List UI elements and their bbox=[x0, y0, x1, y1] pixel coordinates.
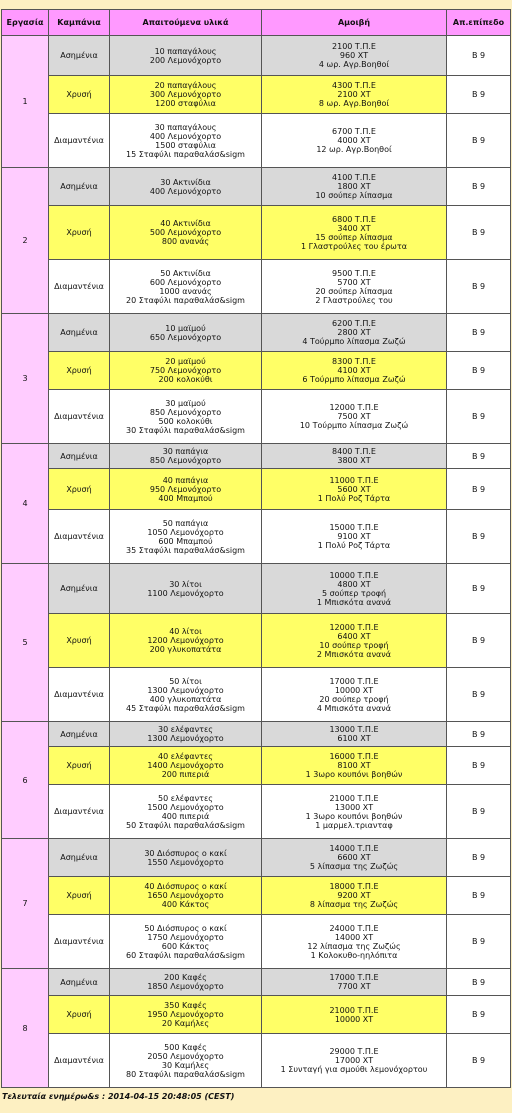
campaign-row bbox=[2, 564, 511, 614]
reward-line: 1 Γλαστρούλες του έρωτα bbox=[301, 241, 407, 251]
reward-line: 6700 Τ.Π.Ε bbox=[332, 127, 376, 136]
reward-line: 8300 Τ.Π.Ε bbox=[332, 357, 376, 366]
material-line: 50 ελέφαντες bbox=[158, 793, 213, 803]
reward-cell bbox=[262, 877, 447, 915]
campaign-row bbox=[2, 168, 511, 206]
material-line: 45 Σταφύλι παραθαλάσ&sigm bbox=[126, 703, 245, 713]
reward-line: 6600 ΧΤ bbox=[337, 853, 371, 862]
reward-cell bbox=[262, 614, 447, 668]
reward-line: 5 λίπασμα της Ζωζώς bbox=[309, 862, 399, 871]
reward-cell bbox=[262, 444, 447, 469]
reward-line: 20 σούπερ λίπασμα bbox=[315, 286, 393, 296]
level-cell: Β 9 bbox=[447, 352, 511, 390]
materials-cell bbox=[110, 444, 262, 469]
campaign-row bbox=[2, 915, 511, 969]
campaign-name: Ασημένια bbox=[49, 314, 110, 352]
material-line: 500 Λεμονόχορτο bbox=[149, 228, 222, 237]
reward-line: 24000 Τ.Π.Ε bbox=[329, 923, 379, 933]
level-cell: Β 9 bbox=[447, 510, 511, 564]
task-number: 4 bbox=[2, 444, 49, 564]
material-line: 200 Καφές bbox=[164, 973, 207, 982]
reward-line: 2 Γλαστρούλες του bbox=[315, 295, 393, 305]
material-line: 20 μαϊμού bbox=[165, 357, 206, 366]
reward-cell bbox=[262, 668, 447, 722]
reward-line: 15000 Τ.Π.Ε bbox=[329, 523, 379, 532]
material-line: 500 Καφές bbox=[164, 1042, 207, 1052]
material-line: 50 λίτοι bbox=[169, 676, 202, 686]
reward-line: 9200 ΧΤ bbox=[337, 891, 371, 900]
campaign-row bbox=[2, 877, 511, 915]
reward-line: 5600 ΧΤ bbox=[337, 484, 371, 494]
reward-cell bbox=[262, 839, 447, 877]
reward-cell bbox=[262, 564, 447, 614]
level-cell: Β 9 bbox=[447, 747, 511, 785]
material-line: 200 γλυκοπατάτα bbox=[149, 645, 222, 654]
material-line: 20 Καμήλες bbox=[161, 1019, 210, 1028]
reward-line: 2 Μπισκότα ανανά bbox=[316, 649, 392, 659]
campaign-name: Χρυσή bbox=[49, 747, 110, 785]
task-number: 1 bbox=[2, 36, 49, 168]
campaign-row bbox=[2, 722, 511, 747]
material-line: 1500 Λεμονόχορτο bbox=[147, 802, 224, 812]
material-line: 40 παπάγια bbox=[162, 475, 209, 485]
material-line: 40 Ακτινίδια bbox=[160, 219, 211, 228]
reward-line: 4100 ΧΤ bbox=[337, 366, 371, 375]
reward-line: 17000 Τ.Π.Ε bbox=[329, 973, 379, 982]
reward-line: 11000 Τ.Π.Ε bbox=[329, 475, 379, 485]
reward-line: 16000 Τ.Π.Ε bbox=[329, 752, 379, 761]
reward-line: 13000 ΧΤ bbox=[334, 802, 374, 812]
campaign-row bbox=[2, 510, 511, 564]
materials-cell bbox=[110, 114, 262, 168]
material-line: 750 Λεμονόχορτο bbox=[149, 366, 222, 375]
campaign-row bbox=[2, 314, 511, 352]
task-number: 3 bbox=[2, 314, 49, 444]
material-line: 1400 Λεμονόχορτο bbox=[147, 761, 224, 770]
materials-cell bbox=[110, 747, 262, 785]
materials-cell bbox=[110, 76, 262, 114]
material-line: 350 Καφές bbox=[164, 1001, 207, 1010]
reward-line: 1 Κολοκυθο-ηηλόπιτα bbox=[310, 950, 398, 960]
reward-cell bbox=[262, 314, 447, 352]
material-line: 30 Ακτινίδια bbox=[160, 177, 211, 187]
material-line: 30 μαϊμού bbox=[165, 398, 206, 408]
reward-cell bbox=[262, 206, 447, 260]
level-cell: Β 9 bbox=[447, 564, 511, 614]
campaign-name: Διαμαντένια bbox=[49, 114, 110, 168]
campaign-name: Διαμαντένια bbox=[49, 510, 110, 564]
reward-cell bbox=[262, 469, 447, 510]
reward-cell bbox=[262, 747, 447, 785]
reward-line: 7700 ΧΤ bbox=[337, 982, 371, 991]
material-line: 1200 Λεμονόχορτο bbox=[147, 636, 224, 645]
campaign-row bbox=[2, 1034, 511, 1088]
reward-line: 10 Τούρμπο λίπασμα Ζωζώ bbox=[299, 421, 409, 430]
campaign-name: Χρυσή bbox=[49, 352, 110, 390]
reward-line: 2100 Τ.Π.Ε bbox=[332, 42, 376, 51]
reward-line: 10 σούπερ τροφή bbox=[319, 640, 389, 650]
reward-cell bbox=[262, 1034, 447, 1088]
level-cell: Β 9 bbox=[447, 36, 511, 76]
reward-line: 5 σούπερ τροφή bbox=[321, 588, 387, 598]
reward-line: 6800 Τ.Π.Ε bbox=[332, 214, 376, 224]
reward-cell bbox=[262, 915, 447, 969]
header-materials: Απαιτούμενα υλικά bbox=[110, 10, 262, 36]
material-line: 30 παπάγια bbox=[162, 447, 209, 456]
reward-line: 1 Πολύ Ροζ Τάρτα bbox=[317, 493, 391, 503]
material-line: 50 Ακτινίδια bbox=[160, 268, 211, 278]
material-line: 15 Σταφύλι παραθαλάσ&sigm bbox=[126, 149, 245, 159]
level-cell: Β 9 bbox=[447, 722, 511, 747]
reward-line: 6400 ΧΤ bbox=[337, 631, 371, 641]
campaign-row bbox=[2, 668, 511, 722]
task-number: 5 bbox=[2, 564, 49, 722]
material-line: 1650 Λεμονόχορτο bbox=[147, 891, 224, 900]
reward-line: 8 λίπασμα της Ζωζώς bbox=[309, 900, 399, 909]
campaign-row bbox=[2, 390, 511, 444]
material-line: 1000 ανανάς bbox=[159, 286, 212, 296]
campaign-row bbox=[2, 614, 511, 668]
material-line: 50 παπάγια bbox=[162, 518, 209, 528]
materials-cell bbox=[110, 877, 262, 915]
material-line: 30 λίτοι bbox=[169, 579, 202, 589]
materials-cell bbox=[110, 969, 262, 996]
material-line: 600 Μπαμπού bbox=[158, 536, 213, 546]
materials-cell bbox=[110, 168, 262, 206]
reward-cell bbox=[262, 722, 447, 747]
campaign-name: Διαμαντένια bbox=[49, 915, 110, 969]
reward-line: 4100 Τ.Π.Ε bbox=[332, 173, 376, 182]
material-line: 30 Καμήλες bbox=[161, 1060, 210, 1070]
reward-line: 1 Πολύ Ροζ Τάρτα bbox=[317, 541, 391, 550]
reward-line: 15 σούπερ λίπασμα bbox=[315, 232, 393, 242]
reward-cell bbox=[262, 996, 447, 1034]
quest-table bbox=[1, 9, 511, 1088]
reward-line: 10 σούπερ λίπασμα bbox=[315, 191, 393, 200]
campaign-row bbox=[2, 76, 511, 114]
reward-line: 1 Μπισκότα ανανά bbox=[316, 597, 392, 607]
campaign-name: Ασημένια bbox=[49, 722, 110, 747]
campaign-row bbox=[2, 352, 511, 390]
reward-line: 4300 Τ.Π.Ε bbox=[332, 81, 376, 90]
material-line: 650 Λεμονόχορτο bbox=[149, 332, 222, 342]
material-line: 1050 Λεμονόχορτο bbox=[147, 527, 224, 537]
reward-cell bbox=[262, 352, 447, 390]
task-number: 2 bbox=[2, 168, 49, 314]
level-cell: Β 9 bbox=[447, 168, 511, 206]
reward-line: 12000 Τ.Π.Ε bbox=[329, 403, 379, 412]
reward-cell bbox=[262, 76, 447, 114]
material-line: 400 Κάκτος bbox=[161, 900, 210, 909]
material-line: 400 Λεμονόχορτο bbox=[149, 186, 222, 196]
campaign-row bbox=[2, 969, 511, 996]
reward-line: 4 Μπισκότα ανανά bbox=[316, 703, 392, 713]
level-cell: Β 9 bbox=[447, 206, 511, 260]
reward-line: 960 ΧΤ bbox=[339, 51, 369, 60]
reward-line: 8400 Τ.Π.Ε bbox=[332, 447, 376, 456]
level-cell: Β 9 bbox=[447, 969, 511, 996]
campaign-name: Χρυσή bbox=[49, 877, 110, 915]
campaign-name: Διαμαντένια bbox=[49, 1034, 110, 1088]
last-updated-footer: Τελευταία ενημέρω&s : 2014-04-15 20:48:05 (CEST) bbox=[2, 1092, 235, 1101]
campaign-name: Ασημένια bbox=[49, 564, 110, 614]
level-cell: Β 9 bbox=[447, 1034, 511, 1088]
task-number: 7 bbox=[2, 839, 49, 969]
material-line: 300 Λεμονόχορτο bbox=[149, 90, 222, 99]
reward-line: 20 σούπερ τροφή bbox=[319, 694, 389, 704]
reward-line: 10000 Τ.Π.Ε bbox=[329, 570, 379, 580]
campaign-name: Χρυσή bbox=[49, 614, 110, 668]
material-line: 600 Λεμονόχορτο bbox=[149, 277, 222, 287]
level-cell: Β 9 bbox=[447, 668, 511, 722]
level-cell: Β 9 bbox=[447, 444, 511, 469]
materials-cell bbox=[110, 260, 262, 314]
material-line: 850 Λεμονόχορτο bbox=[149, 456, 222, 465]
material-line: 1950 Λεμονόχορτο bbox=[147, 1010, 224, 1019]
campaign-name: Διαμαντένια bbox=[49, 668, 110, 722]
materials-cell bbox=[110, 510, 262, 564]
reward-line: 10000 ΧΤ bbox=[334, 685, 374, 695]
campaign-row bbox=[2, 996, 511, 1034]
reward-cell bbox=[262, 36, 447, 76]
level-cell: Β 9 bbox=[447, 614, 511, 668]
material-line: 50 Σταφύλι παραθαλάσ&sigm bbox=[126, 820, 245, 830]
reward-line: 10000 ΧΤ bbox=[334, 1014, 374, 1024]
campaign-name: Διαμαντένια bbox=[49, 260, 110, 314]
material-line: 50 Διόσπυρος ο κακί bbox=[144, 923, 227, 933]
campaign-row bbox=[2, 36, 511, 76]
reward-line: 4 ωρ. Αγρ.Βοηθοί bbox=[318, 60, 390, 69]
material-line: 200 κολοκύθι bbox=[158, 375, 213, 384]
reward-cell bbox=[262, 510, 447, 564]
material-line: 950 Λεμονόχορτο bbox=[149, 484, 222, 494]
reward-line: 12 λίπασμα της Ζωζώς bbox=[307, 941, 401, 951]
materials-cell bbox=[110, 915, 262, 969]
materials-cell bbox=[110, 996, 262, 1034]
header-reward: Αμοιβή bbox=[262, 10, 447, 36]
level-cell: Β 9 bbox=[447, 314, 511, 352]
reward-cell bbox=[262, 785, 447, 839]
level-cell: Β 9 bbox=[447, 785, 511, 839]
campaign-row bbox=[2, 444, 511, 469]
material-line: 850 Λεμονόχορτο bbox=[149, 407, 222, 417]
reward-line: 21000 Τ.Π.Ε bbox=[329, 793, 379, 803]
reward-line: 1 3ωρο κουπόνι βοηθών bbox=[305, 811, 403, 821]
reward-line: 3400 ΧΤ bbox=[337, 223, 371, 233]
material-line: 1200 σταφύλια bbox=[155, 99, 216, 108]
material-line: 40 λίτοι bbox=[169, 627, 202, 636]
materials-cell bbox=[110, 785, 262, 839]
campaign-name: Ασημένια bbox=[49, 969, 110, 996]
campaign-row bbox=[2, 206, 511, 260]
reward-line: 2800 ΧΤ bbox=[337, 328, 371, 337]
campaign-name: Διαμαντένια bbox=[49, 785, 110, 839]
level-cell: Β 9 bbox=[447, 839, 511, 877]
material-line: 80 Σταφύλι παραθαλάσ&sigm bbox=[126, 1069, 245, 1079]
materials-cell bbox=[110, 668, 262, 722]
materials-cell bbox=[110, 614, 262, 668]
reward-line: 14000 Τ.Π.Ε bbox=[329, 844, 379, 853]
header-campaign: Καμπάνια bbox=[49, 10, 110, 36]
material-line: 800 ανανάς bbox=[161, 237, 210, 246]
material-line: 10 μαϊμού bbox=[165, 323, 206, 333]
campaign-name: Χρυσή bbox=[49, 469, 110, 510]
reward-line: 17000 Τ.Π.Ε bbox=[329, 676, 379, 686]
reward-line: 7500 ΧΤ bbox=[337, 412, 371, 421]
reward-cell bbox=[262, 168, 447, 206]
header-row bbox=[2, 10, 511, 36]
reward-line: 29000 Τ.Π.Ε bbox=[329, 1047, 379, 1056]
reward-cell bbox=[262, 969, 447, 996]
reward-line: 13000 Τ.Π.Ε bbox=[329, 725, 379, 734]
reward-line: 6 Τούρμπο λίπασμα Ζωζώ bbox=[302, 375, 406, 384]
reward-line: 3800 ΧΤ bbox=[337, 456, 371, 465]
reward-line: 1 Συνταγή για σμούθι λεμονόχορτου bbox=[280, 1065, 428, 1074]
campaign-row bbox=[2, 839, 511, 877]
materials-cell bbox=[110, 469, 262, 510]
reward-line: 9500 Τ.Π.Ε bbox=[332, 268, 376, 278]
materials-cell bbox=[110, 722, 262, 747]
material-line: 1850 Λεμονόχορτο bbox=[147, 982, 224, 991]
materials-cell bbox=[110, 206, 262, 260]
material-line: 20 παπαγάλους bbox=[154, 81, 217, 90]
reward-line: 1 μαρμελ.τριανταφ bbox=[315, 820, 393, 830]
campaign-row bbox=[2, 260, 511, 314]
level-cell: Β 9 bbox=[447, 390, 511, 444]
material-line: 10 παπαγάλους bbox=[154, 46, 217, 56]
material-line: 200 πιπεριά bbox=[161, 770, 210, 779]
material-line: 400 γλυκοπατάτα bbox=[149, 694, 222, 704]
level-cell: Β 9 bbox=[447, 114, 511, 168]
material-line: 1100 Λεμονόχορτο bbox=[147, 588, 224, 598]
reward-line: 4000 ΧΤ bbox=[337, 136, 371, 145]
task-number: 6 bbox=[2, 722, 49, 839]
reward-line: 6200 Τ.Π.Ε bbox=[332, 319, 376, 328]
material-line: 1550 Λεμονόχορτο bbox=[147, 857, 224, 867]
campaign-name: Χρυσή bbox=[49, 996, 110, 1034]
level-cell: Β 9 bbox=[447, 877, 511, 915]
material-line: 600 Κάκτος bbox=[161, 941, 210, 951]
reward-line: 4800 ΧΤ bbox=[337, 579, 371, 589]
material-line: 500 κολοκύθι bbox=[158, 416, 213, 426]
level-cell: Β 9 bbox=[447, 76, 511, 114]
reward-cell bbox=[262, 114, 447, 168]
material-line: 1750 Λεμονόχορτο bbox=[147, 932, 224, 942]
header-task: Εργασία bbox=[2, 10, 49, 36]
campaign-name: Ασημένια bbox=[49, 36, 110, 76]
materials-cell bbox=[110, 390, 262, 444]
reward-line: 17000 ΧΤ bbox=[334, 1056, 374, 1065]
reward-line: 21000 Τ.Π.Ε bbox=[329, 1005, 379, 1015]
reward-line: 2100 ΧΤ bbox=[337, 90, 371, 99]
task-number: 8 bbox=[2, 969, 49, 1088]
material-line: 1300 Λεμονόχορτο bbox=[147, 685, 224, 695]
level-cell: Β 9 bbox=[447, 260, 511, 314]
campaign-name: Χρυσή bbox=[49, 76, 110, 114]
level-cell: Β 9 bbox=[447, 469, 511, 510]
campaign-row bbox=[2, 747, 511, 785]
campaign-name: Ασημένια bbox=[49, 168, 110, 206]
campaign-name: Χρυσή bbox=[49, 206, 110, 260]
campaign-name: Ασημένια bbox=[49, 839, 110, 877]
reward-line: 1800 ΧΤ bbox=[337, 182, 371, 191]
header-level: Απ.επίπεδο bbox=[447, 10, 511, 36]
reward-cell bbox=[262, 260, 447, 314]
campaign-row bbox=[2, 114, 511, 168]
materials-cell bbox=[110, 839, 262, 877]
material-line: 60 Σταφύλι παραθαλάσ&sigm bbox=[126, 950, 245, 960]
level-cell: Β 9 bbox=[447, 915, 511, 969]
material-line: 20 Σταφύλι παραθαλάσ&sigm bbox=[126, 295, 245, 305]
reward-line: 4 Τούρμπο λίπασμα Ζωζώ bbox=[302, 337, 406, 346]
material-line: 2050 Λεμονόχορτο bbox=[147, 1051, 224, 1061]
materials-cell bbox=[110, 36, 262, 76]
reward-cell bbox=[262, 390, 447, 444]
level-cell: Β 9 bbox=[447, 996, 511, 1034]
material-line: 30 ελέφαντες bbox=[158, 725, 213, 734]
materials-cell bbox=[110, 352, 262, 390]
reward-line: 5700 ΧΤ bbox=[337, 277, 371, 287]
material-line: 30 παπαγάλους bbox=[154, 122, 217, 132]
material-line: 1500 σταφύλια bbox=[155, 140, 216, 150]
campaign-name: Ασημένια bbox=[49, 444, 110, 469]
materials-cell bbox=[110, 564, 262, 614]
reward-line: 9100 ΧΤ bbox=[337, 532, 371, 541]
campaign-row bbox=[2, 785, 511, 839]
reward-line: 18000 Τ.Π.Ε bbox=[329, 882, 379, 891]
campaign-name: Διαμαντένια bbox=[49, 390, 110, 444]
reward-line: 8100 ΧΤ bbox=[337, 761, 371, 770]
material-line: 35 Σταφύλι παραθαλάσ&sigm bbox=[126, 545, 245, 555]
materials-cell bbox=[110, 314, 262, 352]
material-line: 40 Διόσπυρος ο κακί bbox=[144, 882, 227, 891]
reward-line: 1 3ωρο κουπόνι βοηθών bbox=[305, 770, 403, 779]
material-line: 30 Σταφύλι παραθαλάσ&sigm bbox=[126, 425, 245, 435]
material-line: 400 Λεμονόχορτο bbox=[149, 131, 222, 141]
material-line: 400 πιπεριά bbox=[161, 811, 210, 821]
reward-line: 12000 Τ.Π.Ε bbox=[329, 622, 379, 632]
material-line: 200 Λεμονόχορτο bbox=[149, 55, 222, 65]
reward-line: 6100 ΧΤ bbox=[337, 734, 371, 743]
material-line: 40 ελέφαντες bbox=[158, 752, 213, 761]
material-line: 1300 Λεμονόχορτο bbox=[147, 734, 224, 743]
material-line: 30 Διόσπυρος ο κακί bbox=[144, 848, 227, 858]
reward-line: 14000 ΧΤ bbox=[334, 932, 374, 942]
campaign-row bbox=[2, 469, 511, 510]
reward-line: 12 ωρ. Αγρ.Βοηθοί bbox=[316, 145, 392, 154]
material-line: 400 Μπαμπού bbox=[158, 493, 213, 503]
materials-cell bbox=[110, 1034, 262, 1088]
reward-line: 8 ωρ. Αγρ.Βοηθοί bbox=[318, 99, 390, 108]
